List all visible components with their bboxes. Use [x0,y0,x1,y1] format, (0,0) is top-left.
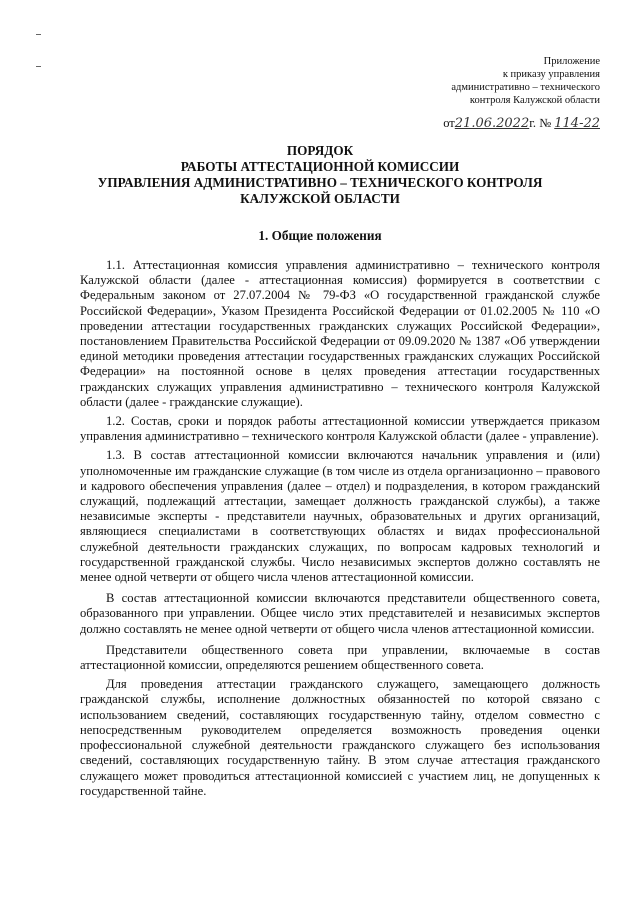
appendix-line: административно – технического [451,82,600,93]
paragraph: Для проведения аттестации гражданского служащего, замещающего должность гражданской службы, исполнение должностных обязанностей по которой связано с использованием сведений, составляющих государственную тайну, отделом совместно с непосредственным руководителем определяется возможность проведения оценки профессиональной служебной деятельности гражданского служащего без использования сведений, составляющих государственную тайну. В этом случае аттестация гражданского служащего может проводиться аттестационной комиссией с участием лиц, не допущенных к государственной тайне. [80,677,600,798]
scan-mark [36,34,41,35]
title-line: УПРАВЛЕНИЯ АДМИНИСТРАТИВНО – ТЕХНИЧЕСКОГО КОНТРОЛЯ [97,175,543,190]
document-title [40,143,600,207]
paragraph: Представители общественного совета при управлении, включаемые в состав аттестационной комиссии, определяются решением общественного совета. [80,642,600,673]
order-number: 114-22 [554,116,600,131]
paragraph: В состав аттестационной комиссии включаются представители общественного совета, образованного при управлении. Общее число этих представителей и независимых экспертов должно составлять не менее одной четверти от общего числа членов аттестационной комиссии. [80,591,600,636]
appendix-line: к приказу управления [502,69,600,80]
scan-mark [36,66,41,67]
order-from-label: от [443,116,455,130]
order-year-suffix: г. [529,116,537,130]
document-body [80,258,600,803]
appendix-block [370,55,600,107]
section-heading: 1. Общие положения [258,228,382,243]
paragraph: 1.1. Аттестационная комиссия управления административно – технического контроля Калужской области (далее - аттестационная комиссия) формируется в соответствии с Федеральным законом от 27.07.2004 № 79-ФЗ «О государственной гражданской службе Российской Федерации», Указом Президента Российской Федерации от 01.02.2005 № 110 «О проведении аттестации государственных гражданских служащих Российской Федерации», постановлением Правительства Российской Федерации от 09.09.2020 № 1387 «Об утверждении единой методики проведения аттестации государственных гражданских служащих Российской Федерации» на постоянной основе в целях проведения аттестации государственных гражданских служащих управления административно – технического контроля Калужской области (далее - гражданские служащие). [80,258,600,409]
paragraph: 1.2. Состав, сроки и порядок работы аттестационной комиссии утверждается приказом управления административно – технического контроля Калужской области (далее - управление). [80,414,600,444]
order-date: 21.06.2022 [454,116,530,131]
order-number-label: № [539,116,552,130]
appendix-line: Приложение [543,56,600,67]
paragraph: 1.3. В состав аттестационной комиссии включаются начальник управления и (или) уполномоченные им гражданские служащие (в том числе из отдела организационно – правового и кадрового обеспечения управления (далее – отдел) и подразделения, в котором гражданский служащий, подлежащий аттестации, замещает должность гражданской службы), а также независимые эксперты - представители научных, образовательных и других организаций, являющиеся специалистами в соответствующих областях и видах профессиональной служебной деятельности гражданских служащих, по вопросам кадровых технологий и государственной гражданской службы. Число независимых экспертов должно составлять не менее одной четверти от общего числа членов аттестационной комиссии. [80,448,600,585]
title-line: РАБОТЫ АТТЕСТАЦИОННОЙ КОМИССИИ [180,159,460,174]
title-line: КАЛУЖСКОЙ ОБЛАСТИ [240,191,400,206]
appendix-line: контроля Калужской области [469,95,600,106]
title-line: ПОРЯДОК [286,143,354,158]
order-date-number [443,116,600,131]
